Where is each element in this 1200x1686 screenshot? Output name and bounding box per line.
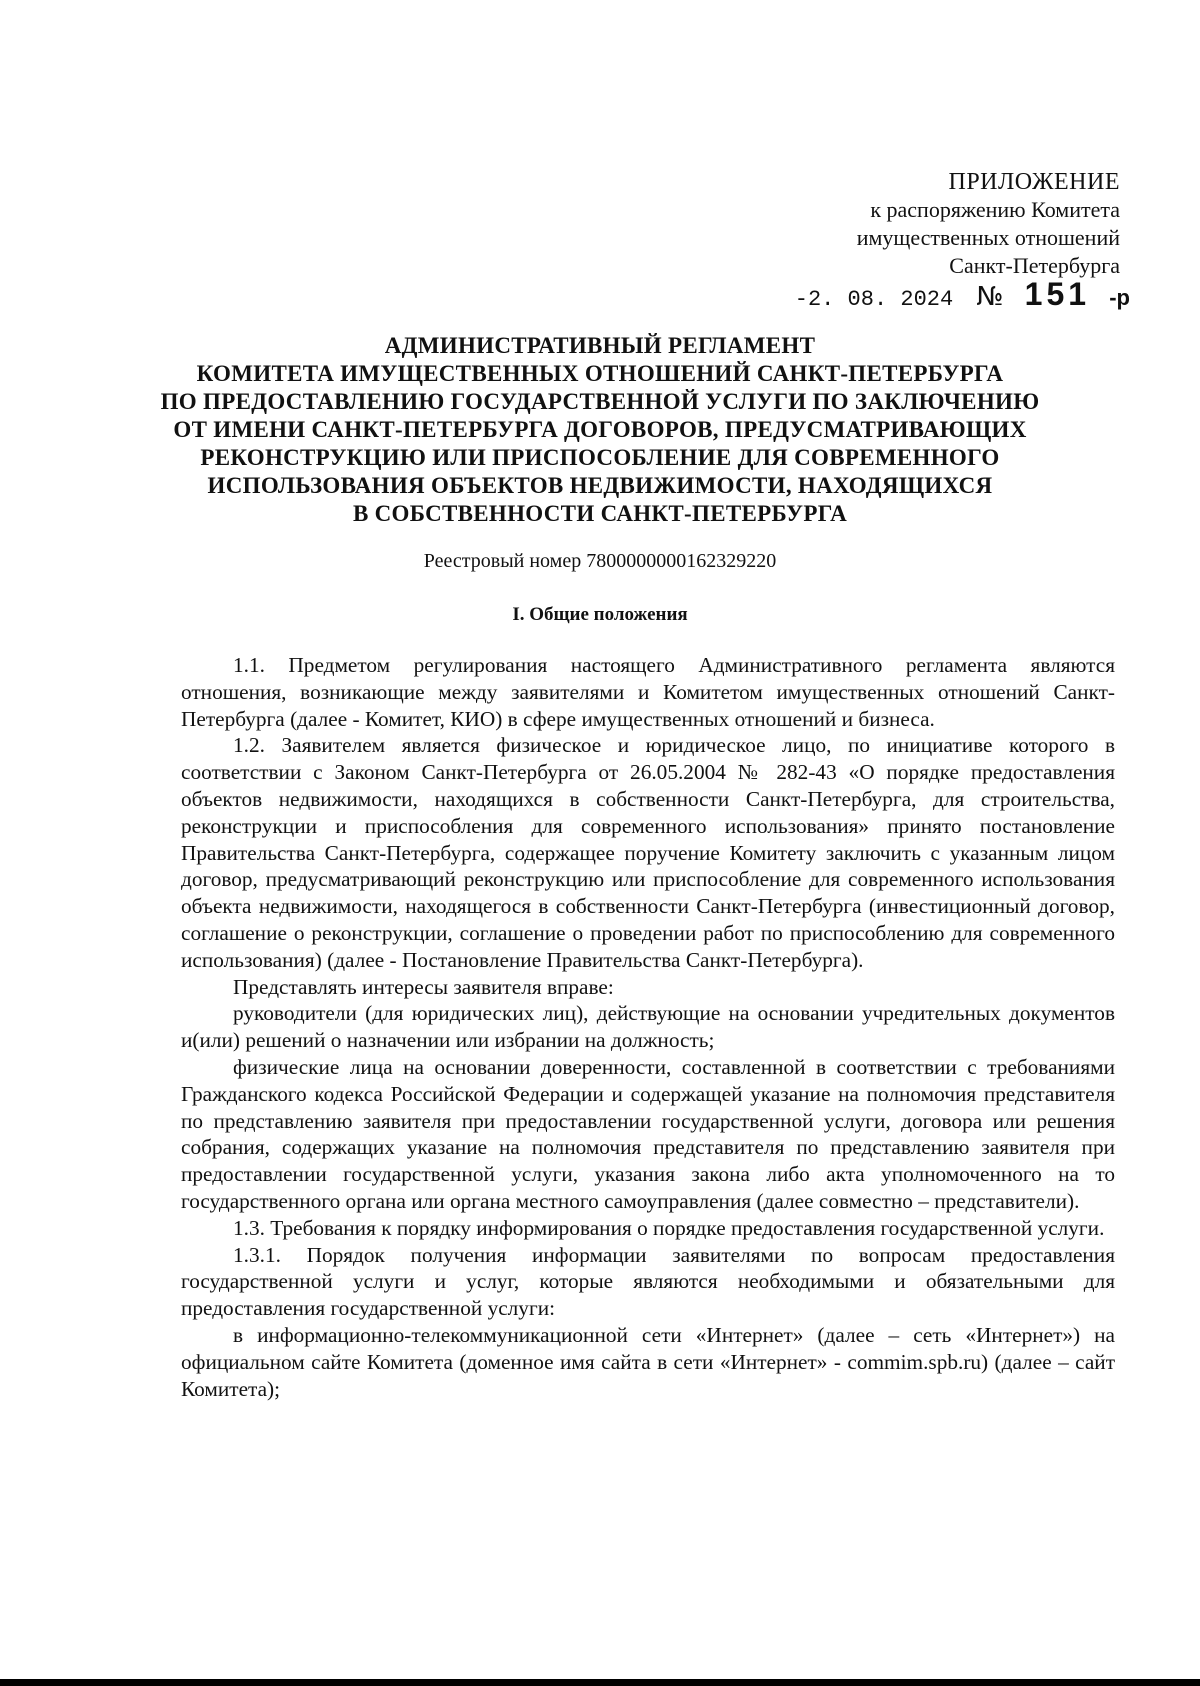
title-line: АДМИНИСТРАТИВНЫЙ РЕГЛАМЕНТ	[384, 333, 816, 358]
document-body	[181, 652, 1115, 1402]
title-line: ОТ ИМЕНИ САНКТ-ПЕТЕРБУРГА ДОГОВОРОВ, ПРЕДУСМАТРИВАЮЩИХ	[173, 417, 1027, 442]
appendix-line: к распоряжению Комитета	[870, 197, 1120, 222]
paragraph: 1.3. Требования к порядку информирования о порядке предоставления государственной услуги.	[233, 1215, 1105, 1240]
title-line: В СОБСТВЕННОСТИ САНКТ-ПЕТЕРБУРГА	[352, 501, 848, 526]
scan-border	[0, 1679, 1200, 1686]
number-sign: №	[976, 282, 1004, 312]
title-line: ИСПОЛЬЗОВАНИЯ ОБЪЕКТОВ НЕДВИЖИМОСТИ, НАХОДЯЩИХСЯ	[207, 473, 993, 498]
paragraph: Представлять интересы заявителя вправе:	[233, 974, 614, 999]
paragraph: 1.3.1. Порядок получения информации заявителями по вопросам предоставления государственной услуги и услуг, которые являются необходимыми и обязательными для предоставления государственной услуги:	[181, 1242, 1115, 1321]
paragraph: руководители (для юридических лиц), действующие на основании учредительных документов и(или) решений о назначении или избрании на должность;	[181, 1001, 1115, 1053]
paragraph: физические лица на основании доверенности, составленной в соответствии с требованиями Гражданского кодекса Российской Федерации и содержащей указание на полномочия представителя по представлению заявителя при предоставлении государственной услуги, договора или решения собрания, содержащих указание на полномочия представителя по представлению заявителя при предоставлении государственной услуги, указания закона либо акта уполномоченного на то государственного органа или органа местного самоуправления (далее совместно – представители).	[181, 1054, 1115, 1213]
appendix-line: Санкт-Петербурга	[949, 253, 1120, 278]
appendix-title: ПРИЛОЖЕНИЕ	[948, 169, 1120, 195]
order-suffix: -р	[1109, 285, 1130, 310]
paragraph: 1.1. Предметом регулирования настоящего Административного регламента являются отношения, возникающие между заявителями и Комитетом имущественных отношений Санкт-Петербурга (далее - Комитет, КИО) в сфере имущественных отношений и бизнеса.	[181, 653, 1115, 731]
order-number: 151	[1024, 276, 1091, 312]
appendix-block	[700, 168, 1120, 280]
document-title	[160, 332, 1040, 528]
title-line: ПО ПРЕДОСТАВЛЕНИЮ ГОСУДАРСТВЕННОЙ УСЛУГИ ПО ЗАКЛЮЧЕНИЮ	[160, 389, 1040, 414]
order-date: -2. 08. 2024	[794, 287, 954, 312]
registry-number: Реестровый номер 7800000000162329220	[423, 550, 777, 572]
section-heading: I. Общие положения	[512, 604, 688, 625]
title-line: РЕКОНСТРУКЦИЮ ИЛИ ПРИСПОСОБЛЕНИЕ ДЛЯ СОВРЕМЕННОГО	[200, 445, 1000, 470]
title-line: КОМИТЕТА ИМУЩЕСТВЕННЫХ ОТНОШЕНИЙ САНКТ-ПЕТЕРБУРГА	[196, 361, 1004, 386]
appendix-line: имущественных отношений	[856, 225, 1120, 250]
paragraph: в информационно-телекоммуникационной сети «Интернет» (далее – сеть «Интернет») на официальном сайте Комитета (доменное имя сайта в сети «Интернет» - commim.spb.ru) (далее – сайт Комитета);	[181, 1322, 1115, 1401]
order-date-number-stamp	[795, 276, 1130, 313]
paragraph: 1.2. Заявителем является физическое и юридическое лицо, по инициативе которого в соответствии с Законом Санкт-Петербурга от 26.05.2004 № 282-43 «О порядке предоставления объектов недвижимости, находящихся в собственности Санкт-Петербурга, для строительства, реконструкции и приспособления для современного использования» принято постановление Правительства Санкт-Петербурга, содержащее поручение Комитету заключить с указанным лицом договор, предусматривающий реконструкцию или приспособление для современного использования объекта недвижимости, находящегося в собственности Санкт-Петербурга (инвестиционный договор, соглашение о реконструкции, соглашение о проведении работ по приспособлению для современного использования) (далее - Постановление Правительства Санкт-Петербурга).	[181, 733, 1115, 972]
